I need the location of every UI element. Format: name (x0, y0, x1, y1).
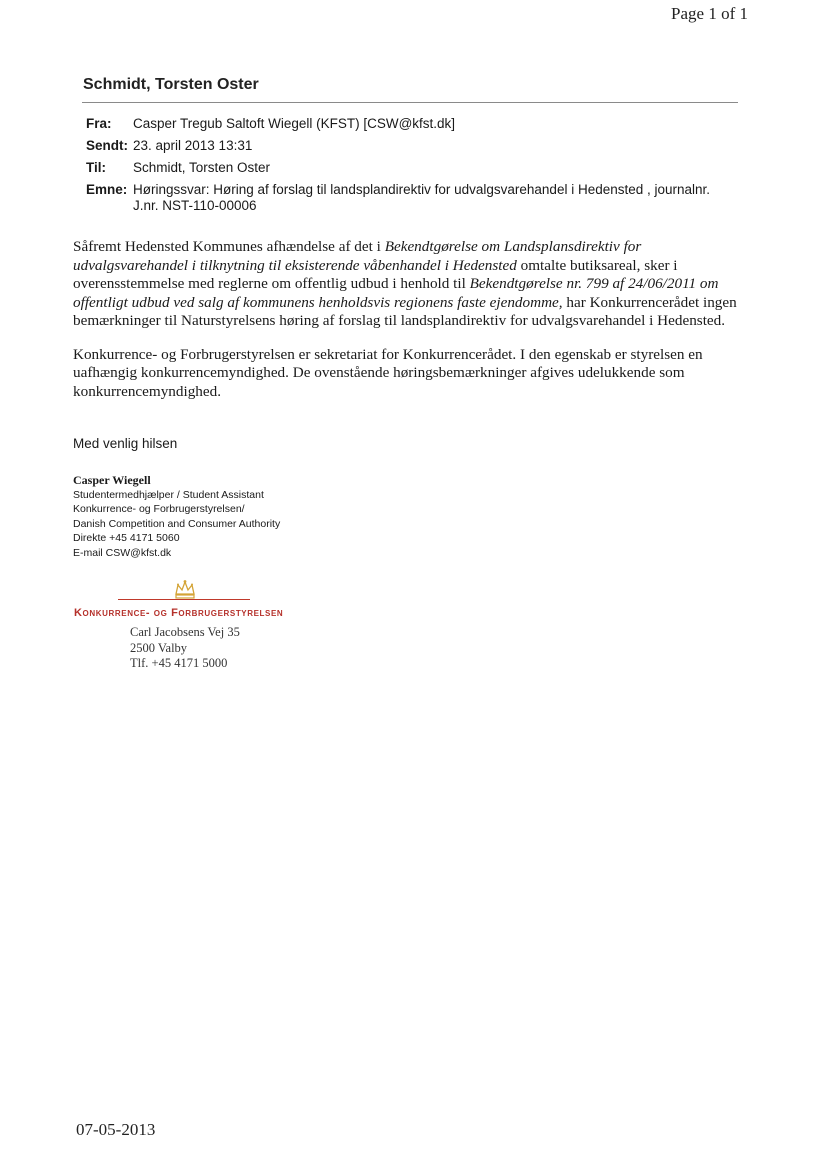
field-label: Til: (86, 160, 106, 175)
logo-divider (118, 599, 250, 600)
field-from (86, 116, 736, 132)
body-text: omtalte butiksareal, sker i overensstemmelse med reglerne om offentlig udbud i henhold til (73, 256, 678, 292)
page-number: Page 1 of 1 (671, 4, 748, 23)
email-header-fields (86, 116, 736, 220)
body-paragraph-2: Konkurrence- og Forbrugerstyrelsen er sekretariat for Konkurrencerådet. I den egenskab er styrelsen en uafhængig konkurrencemyndighed. De ovenstående høringsbemærkninger afgives udelukkende som konkurrencemyndighed. (73, 345, 703, 400)
body-text: Såfremt Hedensted Kommunes afhændelse af det i (73, 238, 385, 255)
body-paragraph-1 (73, 238, 753, 331)
signature-line: Danish Competition and Consumer Authority (73, 517, 281, 530)
body-text: har Konkurrencerådet ingen bemærkninger til Naturstyrelsens høring af forslag til landsplandirektiv for udvalgsvarehandel i Hedensted. (73, 293, 737, 329)
field-subject (86, 182, 736, 214)
crown-icon (173, 579, 197, 601)
field-sent (86, 138, 736, 154)
header-divider (82, 102, 738, 103)
signature-block (73, 473, 280, 560)
closing-greeting: Med venlig hilsen (73, 436, 178, 451)
field-value: Casper Tregub Saltoft Wiegell (KFST) [CSW@kfst.dk] (133, 116, 456, 131)
field-value: Schmidt, Torsten Oster (133, 160, 271, 175)
address-line: 2500 Valby (130, 640, 188, 655)
field-label: Sendt: (86, 138, 128, 153)
address-block (130, 625, 240, 672)
field-label: Fra: (86, 116, 112, 131)
field-value: Høringssvar: Høring af forslag til landsplandirektiv for udvalgsvarehandel i Hedensted , journalnr. J.nr. NST-110-00006 (133, 182, 711, 213)
signature-name: Casper Wiegell (73, 473, 151, 487)
email-sender-title: Schmidt, Torsten Oster (83, 76, 259, 93)
signature-line: Direkte +45 4171 5060 (73, 532, 180, 544)
footer-date: 07-05-2013 (76, 1120, 156, 1139)
signature-line: Konkurrence- og Forbrugerstyrelsen/ (73, 503, 245, 515)
field-value: 23. april 2013 13:31 (133, 138, 253, 153)
email-body (73, 238, 753, 416)
organization-logo-text: Konkurrence- og Forbrugerstyrelsen (74, 607, 284, 619)
signature-line: E-mail CSW@kfst.dk (73, 546, 172, 559)
body-citation: Bekendtgørelse om Landsplansdirektiv for udvalgsvarehandel i tilknytning til eksisterende våbenhandel i Hedensted (73, 238, 642, 274)
field-label: Emne: (86, 182, 128, 197)
body-citation: Bekendtgørelse nr. 799 af 24/06/2011 om offentligt udbud ved salg af kommunens henholdsvis regionens faste ejendomme, (73, 275, 719, 311)
address-line: Tlf. +45 4171 5000 (130, 656, 228, 670)
signature-line: Studentermedhjælper / Student Assistant (73, 488, 264, 501)
field-to (86, 160, 736, 176)
address-line: Carl Jacobsens Vej 35 (130, 625, 240, 639)
